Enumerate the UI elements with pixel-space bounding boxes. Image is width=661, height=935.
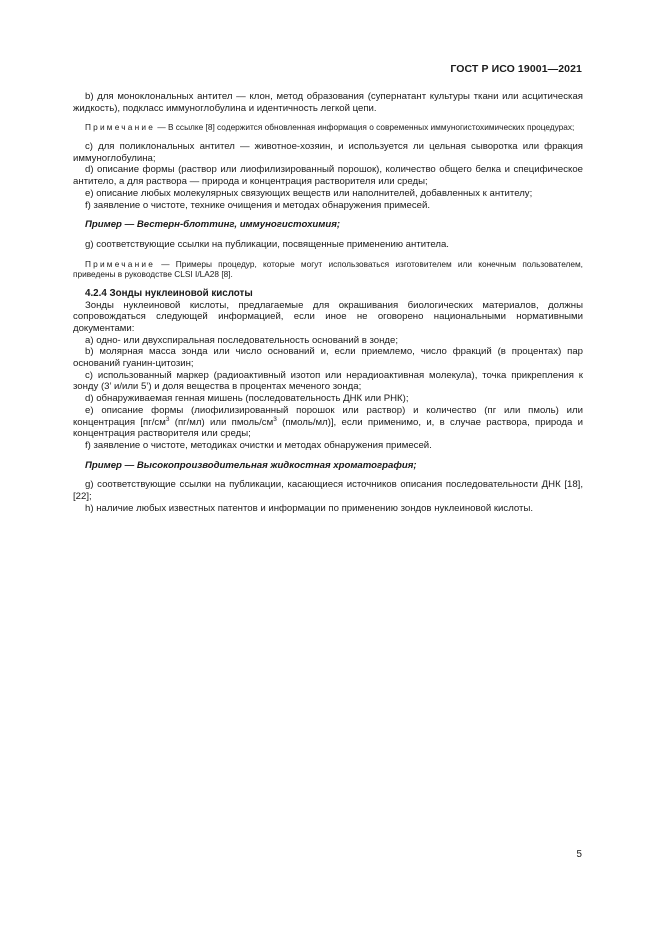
paragraph-e-binding: e) описание любых молекулярных связующих веществ или наполнителей, добавленных к антителу;: [85, 187, 533, 199]
paragraph-a-probe: a) одно- или двухспиральная последовательность оснований в зонде;: [85, 334, 399, 346]
note-2: [73, 259, 583, 280]
paragraph-f-purity: f) заявление о чистоте, технике очищения и методах обнаружения примесей.: [85, 199, 431, 211]
paragraph-e-probe: [73, 405, 583, 440]
e-probe-part-2: (пг/мл) или пмоль/см: [169, 416, 274, 428]
example-2: Пример — Высокопроизводительная жидкостная хроматография;: [85, 459, 417, 471]
document-body: [73, 91, 583, 514]
page-number: 5: [576, 849, 582, 860]
section-heading: 4.2.4 Зонды нуклеиновой кислоты: [85, 287, 253, 299]
paragraph-b-monoclonal: b) для моноклональных антител — клон, метод образования (супернатант культуры ткани или асцитическая жидкость), подкласс иммуноглобулина и идентичность легкой цепи.: [73, 91, 583, 114]
paragraph-intro: Зонды нуклеиновой кислоты, предлагаемые для окрашивания биологических материалов, должны сопровождаться следующей информацией, если иное не оговорено национальными нормативными документами:: [73, 299, 583, 334]
paragraph-h-probe: h) наличие любых известных патентов и информации по применению зондов нуклеиновой кислоты.: [85, 502, 534, 514]
note-2-text: — Примеры процедур, которые могут использоваться изготовителем или конечным пользователем, приведены в руководстве CLSI I/LA28 [8].: [73, 258, 583, 280]
note-1-text: — В ссылке [8] содержится обновленная информация о современных иммуногистохимических процедурах;: [155, 122, 575, 133]
note-1-label: Примечание: [85, 122, 156, 133]
e-probe-superscript-1: 3: [165, 415, 170, 423]
example-1: Пример — Вестерн-блоттинг, иммуногистохимия;: [85, 219, 341, 231]
paragraph-b-probe: b) молярная масса зонда или число оснований и, если приемлемо, число фракций (в процентах) пар оснований гуанин-цитозин;: [73, 346, 583, 370]
paragraph-f-probe: f) заявление о чистоте, методиках очистки и методах обнаружения примесей.: [85, 439, 432, 451]
note-2-label: Примечание: [85, 258, 156, 269]
paragraph-c-polyclonal: c) для поликлональных антител — животное-хозяин, и используется ли цельная сыворотка или фракция иммуноглобулина;: [73, 141, 583, 164]
paragraph-c-probe: c) использованный маркер (радиоактивный изотоп или нерадиоактивная молекула), точка прикрепления к зонду (3’ и/или 5’) и доля вещества в процентах меченого зонда;: [73, 369, 583, 393]
e-probe-superscript-2: 3: [273, 415, 277, 423]
paragraph-g-refs: g) соответствующие ссылки на публикации, посвященные применению антитела.: [85, 238, 449, 250]
paragraph-g-probe: g) соответствующие ссылки на публикации, касающиеся источников описания последовательности ДНК [18], [22];: [73, 479, 583, 503]
paragraph-d-probe: d) обнаруживаемая генная мишень (последовательность ДНК или РНК);: [85, 393, 409, 405]
document-header: ГОСТ Р ИСО 19001—2021: [450, 63, 582, 75]
paragraph-d-form: d) описание формы (раствор или лиофилизированный порошок), количество общего белка и специфическое антитело, а для раствора — природа и концентрация растворителя или среды;: [73, 164, 583, 188]
note-1: [73, 122, 583, 133]
e-probe-part-3: (пмоль/мл)], если применимо, и, в случае раствора, природа и концентрация растворителя или среды;: [73, 416, 583, 440]
e-probe-part-1: e) описание формы (лиофилизированный порошок или раствор) и количество (пг или пмоль) или концентрация [пг/см: [73, 404, 583, 428]
